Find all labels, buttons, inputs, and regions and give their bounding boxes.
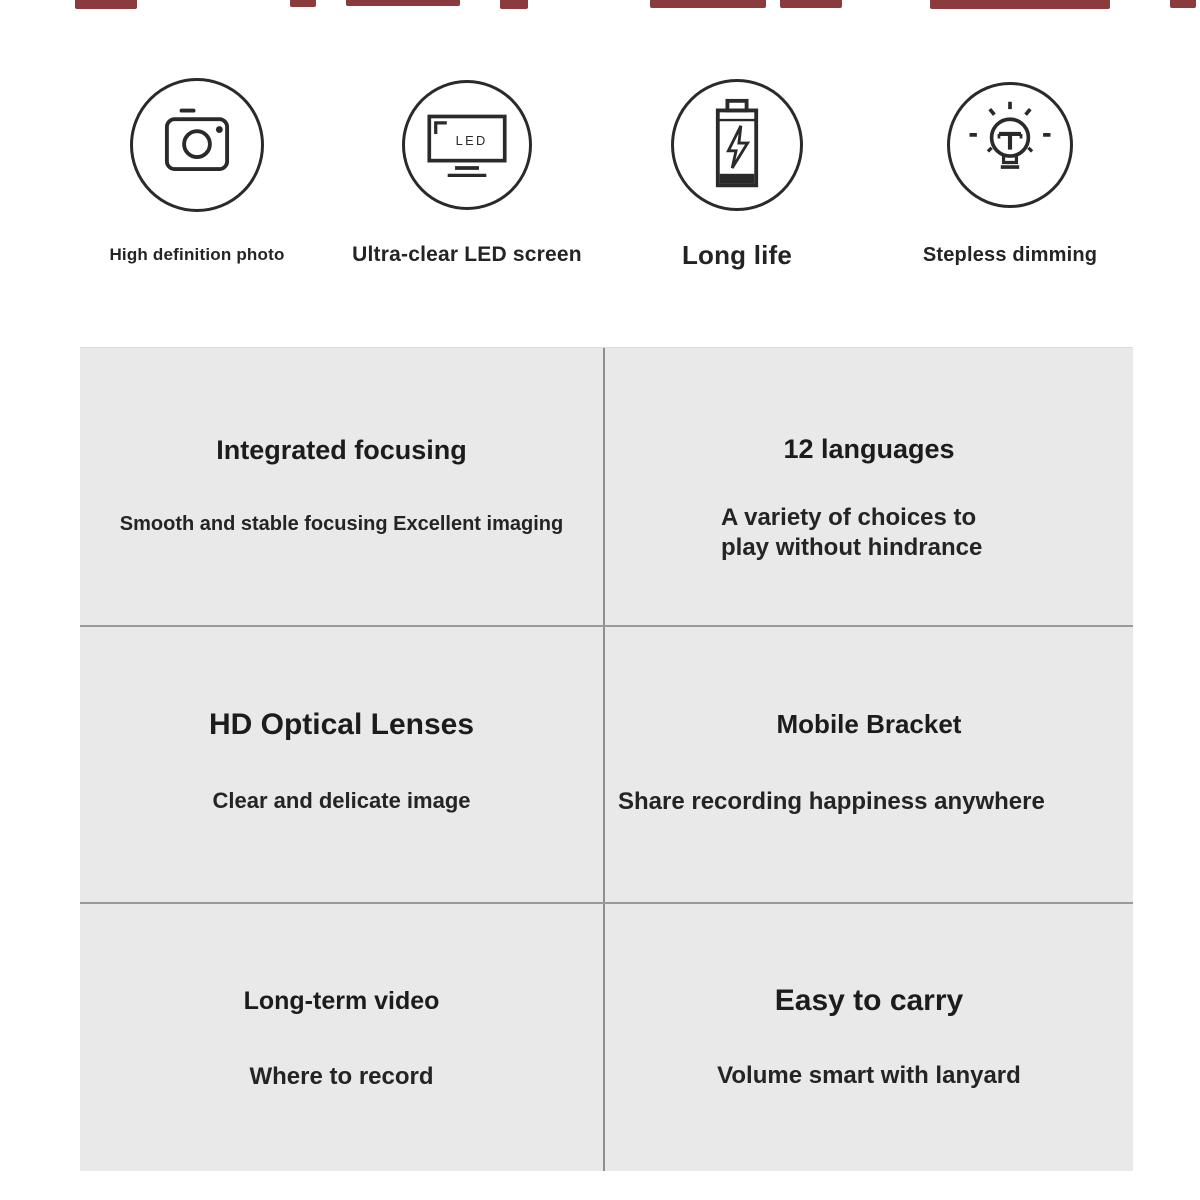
feature-long-life	[597, 75, 877, 285]
top-edge-mark-fragment	[1170, 0, 1196, 8]
cell-title: Easy to carry	[774, 984, 964, 1017]
top-edge-mark-fragment	[500, 0, 528, 9]
cell-subtitle: Smooth and stable focusing Excellent imaging	[119, 513, 564, 535]
top-edge-mark-fragment	[930, 0, 1110, 9]
cell-subtitle-line-1: A variety of choices to	[721, 504, 977, 531]
top-edge-mark-fragment	[290, 0, 316, 7]
top-edge-mark-fragment	[650, 0, 766, 8]
feature-label: Long life	[681, 239, 793, 270]
cell-long-term-video	[80, 904, 603, 1171]
cell-integrated-focusing	[80, 348, 603, 625]
cell-mobile-bracket	[605, 627, 1133, 902]
cell-title: HD Optical Lenses	[208, 708, 475, 741]
top-edge-mark-fragment	[75, 0, 137, 9]
led-screen-icon	[402, 80, 532, 210]
cell-subtitle-line-2: play without hindrance	[721, 534, 983, 561]
feature-label: Stepless dimming	[922, 243, 1098, 266]
top-edge-mark-fragment	[346, 0, 460, 6]
feature-high-definition-photo	[57, 75, 337, 285]
top-edge-marks	[0, 0, 1200, 12]
battery-icon	[671, 79, 803, 211]
cell-subtitle: Share recording happiness anywhere	[618, 788, 1045, 815]
feature-stepless-dimming	[870, 75, 1150, 285]
cell-subtitle: Where to record	[249, 1063, 434, 1090]
feature-label: High definition photo	[109, 245, 285, 264]
feature-label: Ultra-clear LED screen	[352, 243, 582, 266]
bulb-dimmer-icon	[947, 82, 1073, 208]
camera-icon	[130, 78, 264, 212]
cell-hd-optical-lenses	[80, 627, 603, 902]
cell-title: Long-term video	[243, 987, 440, 1015]
top-edge-mark-fragment	[780, 0, 842, 8]
led-screen-text: LED	[455, 133, 488, 148]
cell-title: Mobile Bracket	[776, 709, 962, 739]
cell-title: Integrated focusing	[216, 435, 467, 465]
feature-ultra-clear-led-screen	[327, 75, 607, 285]
cell-subtitle: Clear and delicate image	[212, 788, 471, 813]
feature-grid	[80, 347, 1133, 1171]
cell-12-languages	[605, 348, 1133, 625]
cell-title: 12 languages	[783, 434, 955, 464]
cell-easy-to-carry	[605, 904, 1133, 1171]
cell-subtitle	[605, 503, 1133, 563]
cell-subtitle: Volume smart with lanyard	[717, 1062, 1021, 1089]
